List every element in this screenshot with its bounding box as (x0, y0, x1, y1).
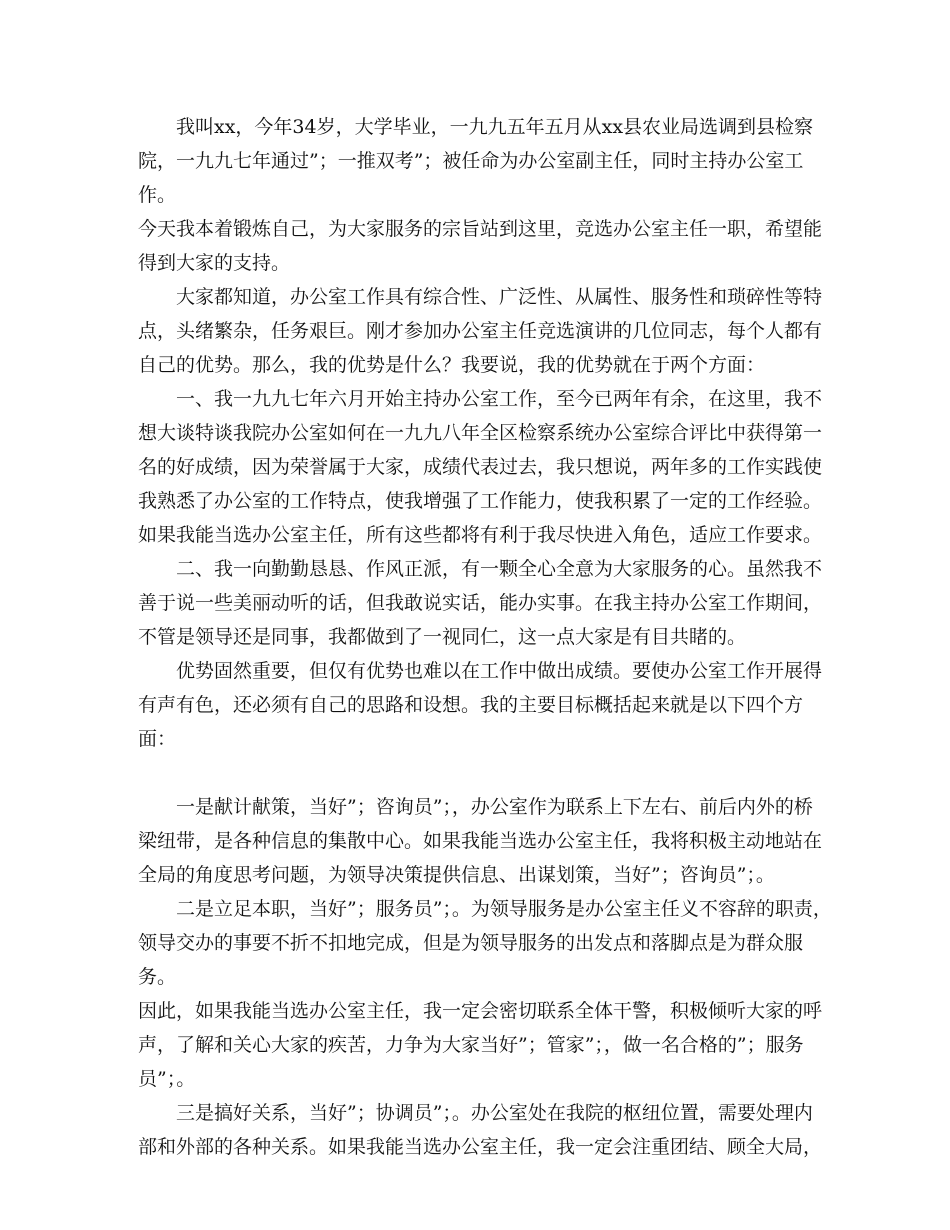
paragraph-goal-one: 一是献计献策，当好”；咨询员”；，办公室作为联系上下左右、前后内外的桥 梁纽带，是各种信息的集散中心。如果我能当选办公室主任，我将积极主动地站在 全局的角度思考问题，为领导决策提供信息、出谋划策，当好”；咨询员”；。 (138, 796, 823, 886)
document-body (138, 110, 838, 1164)
paragraph-gap (138, 756, 838, 790)
paragraph-office-nature: 大家都知道，办公室工作具有综合性、广泛性、从属性、服务性和琐碎性等特 点，头绪繁杂，任务艰巨。刚才参加办公室主任竞选演讲的几位同志，每个人都有 自己的优势。那么，我的优势是什么？我要说，我的优势就在于两个方面： (138, 286, 823, 376)
paragraph-advantage-one: 一、我一九九七年六月开始主持办公室工作，至今已两年有余，在这里，我不 想大谈特谈我院办公室如何在一九九八年全区检察系统办公室综合评比中获得第一 名的好成绩，因为荣誉属于大家，成绩代表过去，我只想说，两年多的工作实践使 我熟悉了办公室的工作特点，使我增强了工作能力，使我积累了一定的工作经验。 如果我能当选办公室主任，所有这些都将有利于我尽快进入角色，适应工作要求。 (138, 388, 823, 546)
paragraph-goals-intro: 优势固然重要，但仅有优势也难以在工作中做出成绩。要使办公室工作开展得 有声有色，还必须有自己的思路和设想。我的主要目标概括起来就是以下四个方面： (138, 660, 823, 750)
paragraph-intro: 我叫xx，今年34岁，大学毕业，一九九五年五月从xx县农业局选调到县检察 院，一九九七年通过”；一推双考”；被任命为办公室副主任，同时主持办公室工作。 今天我本着锻炼自己，为大家服务的宗旨站到这里，竞选办公室主任一职，希望能 得到大家的支持。 (138, 116, 823, 274)
paragraph-advantage-two: 二、我一向勤勤恳恳、作风正派，有一颗全心全意为大家服务的心。虽然我不 善于说一些美丽动听的话，但我敢说实话，能办实事。在我主持办公室工作期间， 不管是领导还是同事，我都做到了一视同仁，这一点大家是有目共睹的。 (138, 558, 823, 648)
paragraph-goal-two: 二是立足本职，当好”；服务员”；。为领导服务是办公室主任义不容辞的职责， 领导交办的事要不折不扣地完成，但是为领导服务的出发点和落脚点是为群众服务。 因此，如果我能当选办公室主任，我一定会密切联系全体干警，积极倾听大家的呼 声，了解和关心大家的疾苦，力争为大家当好”；管家”；，做一名合格的”；服务 员”；。 (138, 898, 832, 1090)
paragraph-goal-three: 三是搞好关系，当好”；协调员”；。办公室处在我院的枢纽位置，需要处理内 部和外部的各种关系。如果我能当选办公室主任，我一定会注重团结、顾全大局， (138, 1102, 823, 1158)
